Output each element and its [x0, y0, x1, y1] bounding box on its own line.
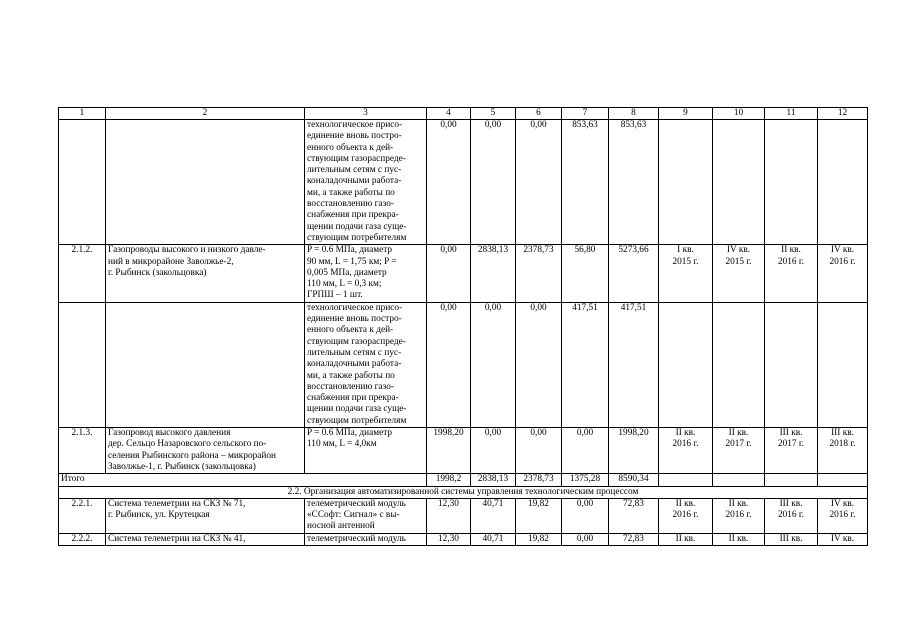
cell-c2	[106, 120, 305, 245]
cell-c4: 0,00	[427, 302, 471, 427]
column-number: 10	[713, 108, 765, 120]
cell-c9	[659, 302, 713, 427]
cell-c2: Газопроводы высокого и низкого давле- ний в микрорайоне Заволжье-2, г. Рыбинск (закольцовка)	[106, 245, 305, 302]
table-row	[59, 302, 868, 427]
cell-c11: III кв. 2017 г.	[765, 428, 818, 474]
cell-c10	[713, 302, 765, 427]
cell-c3: P = 0.6 МПа, диаметр 110 мм, L = 4,0км	[305, 428, 427, 474]
total-c8: 8590,34	[609, 474, 659, 486]
column-number: 5	[471, 108, 516, 120]
section-title: 2.2. Организация автоматизированной системы управления технологическим процессом	[59, 486, 868, 498]
empty-cell	[818, 474, 868, 486]
total-c6: 2378,73	[516, 474, 562, 486]
cell-c11	[765, 120, 818, 245]
cell-c5: 0,00	[471, 120, 516, 245]
cell-c4: 0,00	[427, 120, 471, 245]
cell-c5: 40,71	[471, 498, 516, 533]
cell-c9	[659, 120, 713, 245]
cell-c11: II кв. 2016 г.	[765, 245, 818, 302]
column-number: 1	[59, 108, 106, 120]
cell-c5: 40,71	[471, 533, 516, 545]
total-c4: 1998,2	[427, 474, 471, 486]
table-row	[59, 120, 868, 245]
cell-c7: 0,00	[562, 533, 609, 545]
total-c5: 2838,13	[471, 474, 516, 486]
cell-c2: Газопровод высокого давления дер. Сельцо Назаровского сельского по- селения Рыбинского района – микрорайон Заволжье-1, г. Рыбинск (закольцовка)	[106, 428, 305, 474]
cell-c3: телеметрический модуль	[305, 533, 427, 545]
cell-c4: 12,30	[427, 533, 471, 545]
cell-c2	[106, 302, 305, 427]
header-row	[59, 108, 868, 120]
cell-c10: II кв.	[713, 533, 765, 545]
cell-c6: 0,00	[516, 120, 562, 245]
table-row	[59, 533, 868, 545]
table-row	[59, 428, 868, 474]
column-number: 8	[609, 108, 659, 120]
cell-c3: телеметрический модуль «ССофт: Сигнал» с вы- носной антенной	[305, 498, 427, 533]
cell-c6: 19,82	[516, 498, 562, 533]
column-number: 9	[659, 108, 713, 120]
column-number: 3	[305, 108, 427, 120]
cell-c12: III кв. 2018 г.	[818, 428, 868, 474]
cell-c3: P = 0.6 МПа, диаметр 90 мм, L = 1,75 км; P = 0,005 МПа, диаметр 110 мм, L = 0,3 км; ГРПШ – 1 шт.	[305, 245, 427, 302]
empty-cell	[659, 474, 713, 486]
cell-c9: II кв. 2016 г.	[659, 428, 713, 474]
cell-c12: IV кв. 2016 г.	[818, 498, 868, 533]
cell-c7: 0,00	[562, 428, 609, 474]
cell-c7: 853,63	[562, 120, 609, 245]
cell-c9: II кв.	[659, 533, 713, 545]
cell-c2: Система телеметрии на СКЗ № 41,	[106, 533, 305, 545]
cell-c11: III кв.	[765, 533, 818, 545]
cell-c7: 417,51	[562, 302, 609, 427]
cell-c8: 72,83	[609, 533, 659, 545]
empty-cell	[713, 474, 765, 486]
cell-c11: III кв. 2016 г.	[765, 498, 818, 533]
cell-c12	[818, 120, 868, 245]
cell-c5: 0,00	[471, 302, 516, 427]
cell-c10	[713, 120, 765, 245]
cell-c3: технологическое присо- единение вновь постро- енного объекта к дей- ствующим газораспреде- лительным сетям с пус- коналадочными работа- ми, а также работы по восстановлению газо- снабжения при прекра- щении подачи газа суще- ствующим потребителям	[305, 302, 427, 427]
cell-c8: 5273,66	[609, 245, 659, 302]
cell-c6: 2378,73	[516, 245, 562, 302]
total-c7: 1375,28	[562, 474, 609, 486]
cell-c8: 1998,20	[609, 428, 659, 474]
section-row	[59, 486, 868, 498]
cell-c1: 2.1.2.	[59, 245, 106, 302]
cell-c10: II кв. 2017 г.	[713, 428, 765, 474]
table-row	[59, 498, 868, 533]
cell-c10: IV кв. 2015 г.	[713, 245, 765, 302]
total-row	[59, 474, 868, 486]
cell-c8: 72,83	[609, 498, 659, 533]
cell-c2: Система телеметрии на СКЗ № 71, г. Рыбинск, ул. Крутецкая	[106, 498, 305, 533]
cell-c1: 2.1.3.	[59, 428, 106, 474]
cell-c8: 853,63	[609, 120, 659, 245]
column-number: 7	[562, 108, 609, 120]
total-label: Итого	[59, 474, 427, 486]
cell-c5: 0,00	[471, 428, 516, 474]
cell-c12: IV кв.	[818, 533, 868, 545]
table-row	[59, 245, 868, 302]
cell-c5: 2838,13	[471, 245, 516, 302]
column-number: 11	[765, 108, 818, 120]
cell-c6: 0,00	[516, 302, 562, 427]
column-number: 6	[516, 108, 562, 120]
cell-c4: 0,00	[427, 245, 471, 302]
column-number: 4	[427, 108, 471, 120]
cell-c7: 56,80	[562, 245, 609, 302]
cell-c7: 0,00	[562, 498, 609, 533]
cell-c1: 2.2.1.	[59, 498, 106, 533]
cell-c9: I кв. 2015 г.	[659, 245, 713, 302]
empty-cell	[765, 474, 818, 486]
column-number: 2	[106, 108, 305, 120]
cell-c1: 2.2.2.	[59, 533, 106, 545]
cell-c12: IV кв. 2016 г.	[818, 245, 868, 302]
cell-c6: 0,00	[516, 428, 562, 474]
cell-c9: II кв. 2016 г.	[659, 498, 713, 533]
cell-c4: 1998,20	[427, 428, 471, 474]
cell-c4: 12,30	[427, 498, 471, 533]
cell-c11	[765, 302, 818, 427]
cell-c6: 19,82	[516, 533, 562, 545]
cell-c8: 417,51	[609, 302, 659, 427]
column-number: 12	[818, 108, 868, 120]
investment-table	[58, 107, 868, 546]
cell-c10: II кв. 2016 г.	[713, 498, 765, 533]
cell-c3: технологическое присо- единение вновь постро- енного объекта к дей- ствующим газораспреде- лительным сетям с пус- коналадочными работа- ми, а также работы по восстановлению газо- снабжения при прекра- щении подачи газа суще- ствующим потребителям	[305, 120, 427, 245]
cell-c1	[59, 120, 106, 245]
cell-c12	[818, 302, 868, 427]
cell-c1	[59, 302, 106, 427]
